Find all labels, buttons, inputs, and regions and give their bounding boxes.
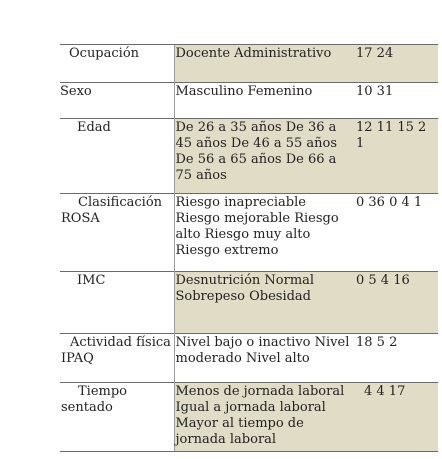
categories-text: Nivel bajo o inactivo Nivel moderado Nivel alto xyxy=(175,335,350,366)
table-row xyxy=(60,83,438,119)
row-label-cell xyxy=(60,334,174,383)
categories-text: Docente Administrativo xyxy=(175,46,332,61)
row-label-cell xyxy=(60,272,174,334)
counts-text: 18 5 2 xyxy=(356,335,398,350)
table-row xyxy=(60,194,438,272)
counts-text: 0 5 4 16 xyxy=(356,273,410,288)
categories-cell xyxy=(174,334,356,383)
row-label: Edad xyxy=(77,120,111,135)
counts-text: 0 36 0 4 1 xyxy=(356,195,423,210)
table-row xyxy=(60,272,438,334)
table-row xyxy=(60,334,438,383)
row-label: Actividad física IPAQ xyxy=(61,335,171,366)
categories-text: Desnutrición Normal Sobrepeso Obesidad xyxy=(175,273,315,304)
counts-text: 12 11 15 2 1 xyxy=(356,120,427,151)
counts-cell xyxy=(356,83,438,119)
row-label: Ocupación xyxy=(69,46,140,61)
table-row xyxy=(60,383,438,452)
counts-cell xyxy=(356,45,438,83)
row-label: Tiempo sentado xyxy=(61,384,127,415)
demographics-table xyxy=(60,44,438,452)
row-label-cell xyxy=(60,83,174,119)
row-label: Sexo xyxy=(60,84,92,99)
row-label-cell xyxy=(60,383,174,452)
row-label-cell xyxy=(60,119,174,194)
counts-cell xyxy=(356,119,438,194)
table-row xyxy=(60,45,438,83)
counts-cell xyxy=(356,194,438,272)
categories-text: Riesgo inapreciable Riesgo mejorable Riesgo alto Riesgo muy alto Riesgo extremo xyxy=(175,195,339,258)
categories-text: De 26 a 35 años De 36 a 45 años De 46 a 55 años De 56 a 65 años De 66 a 75 años xyxy=(175,120,338,183)
categories-cell xyxy=(174,194,356,272)
counts-text: 4 4 17 xyxy=(364,384,406,399)
row-label-cell xyxy=(60,45,174,83)
categories-cell xyxy=(174,119,356,194)
counts-cell xyxy=(356,383,438,452)
counts-text: 17 24 xyxy=(356,46,394,61)
categories-cell xyxy=(174,83,356,119)
row-label: IMC xyxy=(77,273,106,288)
categories-cell xyxy=(174,383,356,452)
categories-text: Masculino Femenino xyxy=(175,84,313,99)
categories-text: Menos de jornada laboral Igual a jornada laboral Mayor al tiempo de jornada laboral xyxy=(175,384,345,447)
row-label: Clasificación ROSA xyxy=(61,195,163,226)
categories-cell xyxy=(174,272,356,334)
categories-cell xyxy=(174,45,356,83)
counts-text: 10 31 xyxy=(356,84,394,99)
counts-cell xyxy=(356,334,438,383)
row-label-cell xyxy=(60,194,174,272)
counts-cell xyxy=(356,272,438,334)
table-row xyxy=(60,119,438,194)
